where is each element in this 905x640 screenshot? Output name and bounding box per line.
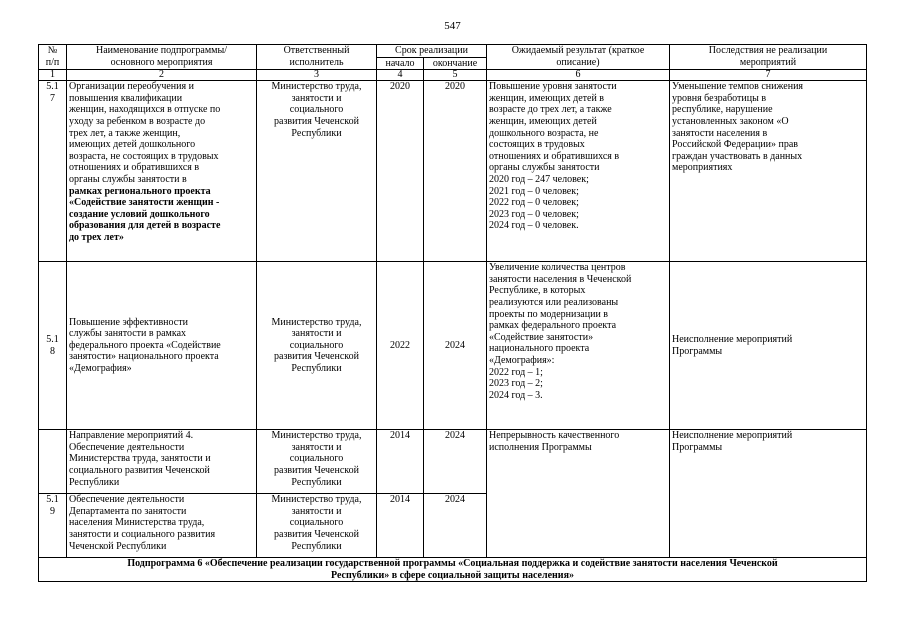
row-consequences: Неисполнение мероприятий Программы [670,262,867,430]
index-cell: 6 [487,70,670,81]
row-start: 2014 [377,430,424,494]
header-consequences: Последствия не реализации мероприятий [670,45,867,70]
index-cell: 1 [39,70,67,81]
row-num [39,430,67,494]
table-row [39,430,867,494]
row-name: Повышение эффективности службы занятости в рамках федерального проекта «Содействие занятости» национального проекта «Демография» [67,262,257,430]
row-end: 2020 [424,81,487,262]
row-consequences: Уменьшение темпов снижения уровня безработицы в республике, нарушение установленных законом «О занятости населения в Российской Федерации» прав граждан участвовать в данных мероприятиях [670,81,867,262]
row-responsible: Министерство труда, занятости и социального развития Чеченской Республики [257,81,377,262]
table-row [39,262,867,430]
header-num: № п/п [39,45,67,70]
row-name: Направление мероприятий 4. Обеспечение деятельности Министерства труда, занятости и социального развития Чеченской Республики [67,430,257,494]
subprogram-row [39,558,867,582]
row-end: 2024 [424,262,487,430]
index-cell: 7 [670,70,867,81]
row-num: 5.1 9 [39,494,67,558]
header-name: Наименование подпрограммы/ основного мероприятия [67,45,257,70]
row-responsible: Министерство труда, занятости и социального развития Чеченской Республики [257,494,377,558]
index-row [39,70,867,81]
header-start: начало [377,57,424,70]
page-number: 547 [444,20,461,32]
program-table [38,44,867,582]
row-num: 5.1 7 [39,81,67,262]
row-responsible: Министерство труда, занятости и социального развития Чеченской Республики [257,430,377,494]
header-result: Ожидаемый результат (краткое описание) [487,45,670,70]
row-end: 2024 [424,430,487,494]
index-cell: 4 [377,70,424,81]
row-consequences: Неисполнение мероприятий Программы [670,430,867,558]
row-result: Непрерывность качественного исполнения Программы [487,430,670,558]
header-responsible: Ответственный исполнитель [257,45,377,70]
row-end: 2024 [424,494,487,558]
row-name: Организации переобучения и повышения квалификации женщин, находящихся в отпуске по уходу за ребенком в возрасте до трех лет, а также женщин, имеющих детей дошкольного возраста, не состоящих в трудовых отношениях и обратившихся в органы службы занятости в рамках регионального проекта «Содействие занятости женщин - создание условий дошкольного образования для детей в возрасте до трех лет» [67,81,257,262]
header-end: окончание [424,57,487,70]
row-responsible: Министерство труда, занятости и социального развития Чеченской Республики [257,262,377,430]
row-result: Повышение уровня занятости женщин, имеющих детей в возрасте до трех лет, а также женщин, имеющих детей дошкольного возраста, не состоящих в трудовых отношениях и обратившихся в органы службы занятости 2020 год – 247 человек; 2021 год – 0 человек; 2022 год – 0 человек; 2023 год – 0 человек; 2024 год – 0 человек. [487,81,670,262]
row-start: 2022 [377,262,424,430]
header-row [39,45,867,58]
index-cell: 5 [424,70,487,81]
index-cell: 2 [67,70,257,81]
table-row [39,81,867,262]
index-cell: 3 [257,70,377,81]
header-period: Срок реализации [377,45,487,58]
row-start: 2014 [377,494,424,558]
row-start: 2020 [377,81,424,262]
subprogram-title: Подпрограмма 6 «Обеспечение реализации государственной программы «Социальная поддержка и содействие занятости населения Чеченской Республики» в сфере социальной защиты населения» [39,558,867,582]
row-num: 5.1 8 [39,262,67,430]
row-result: Увеличение количества центров занятости населения в Чеченской Республике, в которых реализуются или реализованы проекты по модернизации в рамках федерального проекта «Содействие занятости» национального проекта «Демография»: 2022 год – 1; 2023 год – 2; 2024 год – 3. [487,262,670,430]
row-name: Обеспечение деятельности Департамента по занятости населения Министерства труда, занятости и социального развития Чеченской Республики [67,494,257,558]
